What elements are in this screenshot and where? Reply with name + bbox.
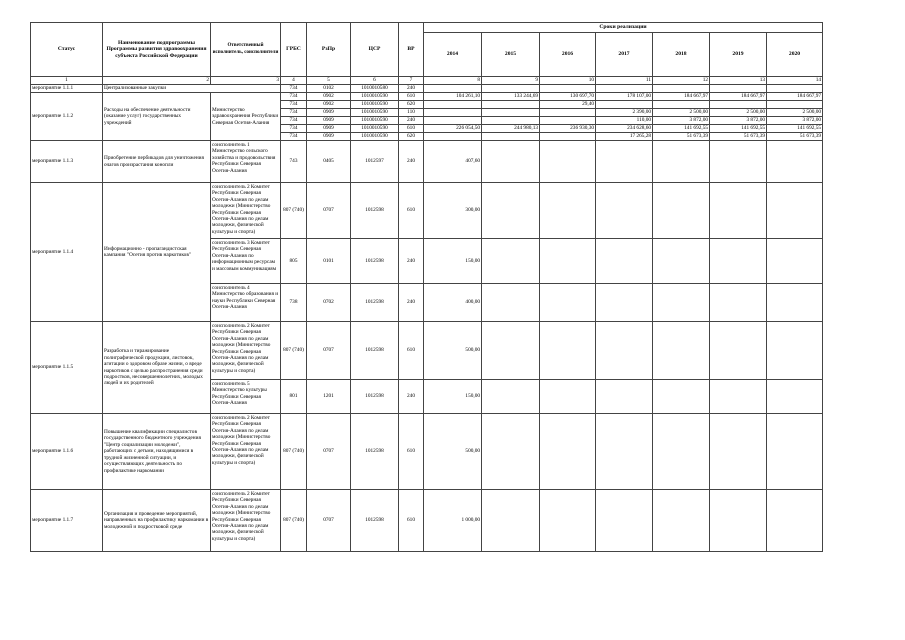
- header-rzpr: РзПр: [307, 23, 351, 77]
- cell-csr: 1012597: [351, 141, 399, 183]
- header-csr: ЦСР: [351, 23, 399, 77]
- cell-2017: 178 107,00: [596, 93, 653, 101]
- cell-2020: 141 692,55: [767, 125, 823, 133]
- cell-2014: [424, 117, 482, 125]
- cell-csr: 1010010590: [351, 133, 399, 141]
- cell-2020: [767, 141, 823, 183]
- cell-2016: [540, 85, 596, 93]
- cell-2016: 236 930,30: [540, 125, 596, 133]
- column-number: 12: [653, 77, 710, 85]
- cell-grbs: 801: [281, 380, 307, 414]
- cell-rzpr: 0909: [307, 117, 351, 125]
- row-name: Разработка и тиражирование полиграфической продукции, листовок, агитации о здоровом образе жизни, о вреде наркотиков с целью распространения среди подростков, несовершеннолетних, молодых людей и их родителей: [103, 322, 211, 414]
- cell-2018: [653, 85, 710, 93]
- cell-2019: 2 500,00: [710, 109, 767, 117]
- cell-2017: 17 265,28: [596, 133, 653, 141]
- cell-2015: [482, 322, 540, 380]
- cell-csr: 1010010590: [351, 109, 399, 117]
- row-executor: соисполнитель 2 Комитет Республики Северная Осетия-Алания по делам молодежи (Министерство Республики Северная Осетия-Алания по делам молодежи, физической культуры и спорта): [211, 490, 281, 552]
- cell-2014: 400,00: [424, 284, 482, 322]
- cell-2014: [424, 101, 482, 109]
- cell-2014: 407,60: [424, 141, 482, 183]
- header-year: 2018: [653, 33, 710, 77]
- row-name: Приобретение пербикадов для уничтожения очагов произрастания конопли: [103, 141, 211, 183]
- table-row: [31, 490, 823, 552]
- cell-rzpr: 0909: [307, 125, 351, 133]
- cell-2020: 3 872,00: [767, 117, 823, 125]
- cell-2019: [710, 284, 767, 322]
- cell-vr: 110: [399, 109, 424, 117]
- cell-vr: 240: [399, 85, 424, 93]
- cell-2016: 130 697,70: [540, 93, 596, 101]
- cell-2014: 150,00: [424, 380, 482, 414]
- cell-2014: [424, 109, 482, 117]
- cell-rzpr: 0909: [307, 109, 351, 117]
- row-executor: соисполнитель 2 Комитет Республики Северная Осетия-Алания по делам молодежи (Министерство Республики Северная Осетия-Алания по делам молодежи, физической культуры и спорта): [211, 183, 281, 239]
- cell-rzpr: 0909: [307, 133, 351, 141]
- cell-2019: 3 872,00: [710, 117, 767, 125]
- cell-vr: 240: [399, 239, 424, 284]
- cell-2018: [653, 414, 710, 490]
- cell-2019: 51 673,39: [710, 133, 767, 141]
- table-row: [31, 93, 823, 101]
- cell-2018: [653, 183, 710, 239]
- cell-grbs: 734: [281, 117, 307, 125]
- cell-vr: 620: [399, 101, 424, 109]
- cell-2019: 141 692,55: [710, 125, 767, 133]
- cell-2019: [710, 414, 767, 490]
- cell-grbs: 743: [281, 141, 307, 183]
- cell-rzpr: 0405: [307, 141, 351, 183]
- cell-2017: [596, 101, 653, 109]
- cell-2014: 300,00: [424, 183, 482, 239]
- cell-grbs: 805: [281, 239, 307, 284]
- column-number: 2: [103, 77, 211, 85]
- row-status: мероприятие 1.1.6: [31, 414, 103, 490]
- cell-2017: [596, 183, 653, 239]
- cell-2014: 150,00: [424, 239, 482, 284]
- header-year: 2017: [596, 33, 653, 77]
- column-number: 1: [31, 77, 103, 85]
- cell-rzpr: 1201: [307, 380, 351, 414]
- row-executor: соисполнитель 2 Комитет Республики Северная Осетия-Алания по делам молодежи (Министерство Республики Северная Осетия-Алания по делам молодежи, физической культуры и спорта): [211, 414, 281, 490]
- cell-2018: [653, 239, 710, 284]
- column-number: 10: [540, 77, 596, 85]
- cell-2015: [482, 85, 540, 93]
- cell-2017: [596, 141, 653, 183]
- cell-2020: 2 500,00: [767, 109, 823, 117]
- cell-2017: [596, 322, 653, 380]
- cell-2018: [653, 141, 710, 183]
- cell-2020: 51 673,39: [767, 133, 823, 141]
- cell-2015: [482, 380, 540, 414]
- cell-2016: [540, 284, 596, 322]
- cell-2015: [482, 183, 540, 239]
- cell-2018: [653, 284, 710, 322]
- column-number: 14: [767, 77, 823, 85]
- cell-grbs: 734: [281, 109, 307, 117]
- cell-rzpr: 0902: [307, 101, 351, 109]
- cell-2014: 104 261,10: [424, 93, 482, 101]
- cell-2016: [540, 239, 596, 284]
- cell-2020: [767, 414, 823, 490]
- cell-2019: [710, 490, 767, 552]
- cell-grbs: 807 (740): [281, 322, 307, 380]
- cell-vr: 240: [399, 380, 424, 414]
- header-year: 2015: [482, 33, 540, 77]
- cell-2017: [596, 490, 653, 552]
- cell-grbs: 734: [281, 133, 307, 141]
- cell-csr: 1012598: [351, 380, 399, 414]
- cell-2018: [653, 490, 710, 552]
- cell-vr: 620: [399, 133, 424, 141]
- header-year: 2016: [540, 33, 596, 77]
- cell-2016: [540, 380, 596, 414]
- cell-2019: [710, 85, 767, 93]
- table-row: [31, 414, 823, 490]
- row-name: Централизованные закупки: [103, 85, 281, 93]
- cell-csr: 1010010590: [351, 93, 399, 101]
- column-number: 8: [424, 77, 482, 85]
- header-status: Статус: [31, 23, 103, 77]
- cell-2020: [767, 284, 823, 322]
- cell-csr: 1012598: [351, 490, 399, 552]
- row-status: мероприятие 1.1.7: [31, 490, 103, 552]
- table-row: [31, 183, 823, 239]
- row-name: Информационно - пропагандистская кампания "Осетия против наркотиков": [103, 183, 211, 322]
- cell-2015: [482, 109, 540, 117]
- cell-csr: 1010010590: [351, 125, 399, 133]
- column-number: 3: [211, 77, 281, 85]
- cell-2015: [482, 133, 540, 141]
- program-table: [30, 22, 823, 552]
- header-year: 2014: [424, 33, 482, 77]
- cell-2015: 133 244,69: [482, 93, 540, 101]
- cell-2018: [653, 101, 710, 109]
- cell-2018: [653, 322, 710, 380]
- cell-vr: 610: [399, 414, 424, 490]
- cell-2014: 226 054,50: [424, 125, 482, 133]
- header-year: 2019: [710, 33, 767, 77]
- header-year: 2020: [767, 33, 823, 77]
- cell-2020: [767, 322, 823, 380]
- row-status: мероприятие 1.1.5: [31, 322, 103, 414]
- cell-2017: [596, 284, 653, 322]
- cell-2017: [596, 85, 653, 93]
- column-number: 9: [482, 77, 540, 85]
- row-status: мероприятие 1.1.1: [31, 85, 103, 93]
- cell-2018: 51 673,39: [653, 133, 710, 141]
- cell-vr: 610: [399, 183, 424, 239]
- cell-2020: [767, 85, 823, 93]
- cell-csr: 1012598: [351, 183, 399, 239]
- cell-grbs: 734: [281, 85, 307, 93]
- cell-grbs: 807 (740): [281, 490, 307, 552]
- cell-vr: 240: [399, 117, 424, 125]
- cell-2015: [482, 141, 540, 183]
- cell-2015: 244 980,13: [482, 125, 540, 133]
- column-number: 5: [307, 77, 351, 85]
- cell-2017: [596, 414, 653, 490]
- cell-csr: 1012598: [351, 239, 399, 284]
- cell-2016: [540, 109, 596, 117]
- cell-2015: [482, 490, 540, 552]
- cell-vr: 240: [399, 284, 424, 322]
- cell-2015: [482, 101, 540, 109]
- cell-vr: 610: [399, 322, 424, 380]
- cell-2019: 184 667,97: [710, 93, 767, 101]
- cell-2020: [767, 101, 823, 109]
- cell-2018: 141 692,55: [653, 125, 710, 133]
- cell-2018: 184 667,97: [653, 93, 710, 101]
- cell-vr: 240: [399, 141, 424, 183]
- cell-2020: [767, 490, 823, 552]
- cell-grbs: 734: [281, 125, 307, 133]
- cell-2015: [482, 414, 540, 490]
- header-executor: Ответственный исполнитель, соисполнители: [211, 23, 281, 77]
- cell-2016: [540, 322, 596, 380]
- cell-2018: [653, 380, 710, 414]
- row-name: Расходы на обеспечение деятельности (оказание услуг) государственных учреждений: [103, 93, 211, 141]
- cell-2019: [710, 183, 767, 239]
- cell-grbs: 807 (740): [281, 183, 307, 239]
- header-program-name: Наименование подпрограммы Программы развития здравоохранения субъекта Российской Федерации: [103, 23, 211, 77]
- cell-csr: 1010010590: [351, 101, 399, 109]
- cell-csr: 1010010590: [351, 117, 399, 125]
- row-name: Организация и проведение мероприятий, направленных на профилактику наркомании в молодежной и подростковой среде: [103, 490, 211, 552]
- table-row: [31, 141, 823, 183]
- cell-grbs: 734: [281, 93, 307, 101]
- cell-2016: [540, 490, 596, 552]
- cell-rzpr: 0707: [307, 490, 351, 552]
- column-number: 4: [281, 77, 307, 85]
- cell-2014: 1 000,00: [424, 490, 482, 552]
- cell-2020: [767, 239, 823, 284]
- cell-2017: [596, 380, 653, 414]
- cell-2016: [540, 183, 596, 239]
- cell-csr: 1012598: [351, 284, 399, 322]
- row-executor: соисполнитель 3 Комитет Республики Северная Осетия-Алания по информационным ресурсам и массовым коммуникациям: [211, 239, 281, 284]
- row-name: Повышение квалификации специалистов государственного бюджетного учреждения "Центр социализации молодежи", работающих с детьми, находящимися в трудной жизненной ситуации, и осуществляющих деятельность по профилактике наркомании: [103, 414, 211, 490]
- cell-2019: [710, 380, 767, 414]
- cell-2019: [710, 239, 767, 284]
- cell-2020: [767, 380, 823, 414]
- cell-2018: 2 500,00: [653, 109, 710, 117]
- cell-rzpr: 0102: [307, 85, 351, 93]
- column-number: 11: [596, 77, 653, 85]
- cell-2014: [424, 133, 482, 141]
- cell-vr: 610: [399, 125, 424, 133]
- row-status: мероприятие 1.1.4: [31, 183, 103, 322]
- cell-grbs: 734: [281, 101, 307, 109]
- cell-rzpr: 0902: [307, 93, 351, 101]
- cell-2014: 500,00: [424, 322, 482, 380]
- cell-2016: [540, 133, 596, 141]
- cell-2016: [540, 117, 596, 125]
- cell-2016: [540, 141, 596, 183]
- header-grbs: ГРБС: [281, 23, 307, 77]
- cell-grbs: 738: [281, 284, 307, 322]
- cell-2016: [540, 414, 596, 490]
- row-executor: соисполнитель 4 Министерство образования и науки Республики Северная Осетия-Алания: [211, 284, 281, 322]
- cell-2020: 184 667,97: [767, 93, 823, 101]
- cell-csr: 1012598: [351, 322, 399, 380]
- cell-rzpr: 0101: [307, 239, 351, 284]
- cell-rzpr: 0707: [307, 414, 351, 490]
- cell-2014: [424, 85, 482, 93]
- cell-2019: [710, 141, 767, 183]
- cell-2019: [710, 101, 767, 109]
- cell-vr: 610: [399, 93, 424, 101]
- row-status: мероприятие 1.1.3: [31, 141, 103, 183]
- cell-rzpr: 0707: [307, 322, 351, 380]
- cell-rzpr: 0707: [307, 183, 351, 239]
- header-vr: ВР: [399, 23, 424, 77]
- column-number-row: [31, 77, 823, 85]
- row-executor: Министерство здравоохранения Республики Северная Осетия-Алания: [211, 93, 281, 141]
- cell-2015: [482, 117, 540, 125]
- cell-2015: [482, 284, 540, 322]
- cell-2020: [767, 183, 823, 239]
- cell-csr: 1012598: [351, 414, 399, 490]
- column-number: 13: [710, 77, 767, 85]
- cell-2015: [482, 239, 540, 284]
- cell-csr: 1010010580: [351, 85, 399, 93]
- table-row: [31, 322, 823, 380]
- cell-2017: 2 390,00: [596, 109, 653, 117]
- cell-vr: 610: [399, 490, 424, 552]
- cell-2014: 500,00: [424, 414, 482, 490]
- table-row: [31, 85, 823, 93]
- column-number: 7: [399, 77, 424, 85]
- cell-2018: 3 872,00: [653, 117, 710, 125]
- cell-2016: 29,40: [540, 101, 596, 109]
- cell-grbs: 807 (740): [281, 414, 307, 490]
- cell-2017: 110,00: [596, 117, 653, 125]
- row-status: мероприятие 1.1.2: [31, 93, 103, 141]
- row-executor: соисполнитель 1 Министерство сельского хозяйства и продовольствия Республики Северная Осетия-Алания: [211, 141, 281, 183]
- cell-rzpr: 0702: [307, 284, 351, 322]
- cell-2019: [710, 322, 767, 380]
- cell-2017: [596, 239, 653, 284]
- cell-2017: 234 628,60: [596, 125, 653, 133]
- column-number: 6: [351, 77, 399, 85]
- row-executor: соисполнитель 2 Комитет Республики Северная Осетия-Алания по делам молодежи (Министерство Республики Северная Осетия-Алания по делам молодежи, физической культуры и спорта): [211, 322, 281, 380]
- header-terms: Сроки реализации: [424, 23, 823, 33]
- row-executor: соисполнитель 5 Министерство культуры Республики Северная Осетия-Алания: [211, 380, 281, 414]
